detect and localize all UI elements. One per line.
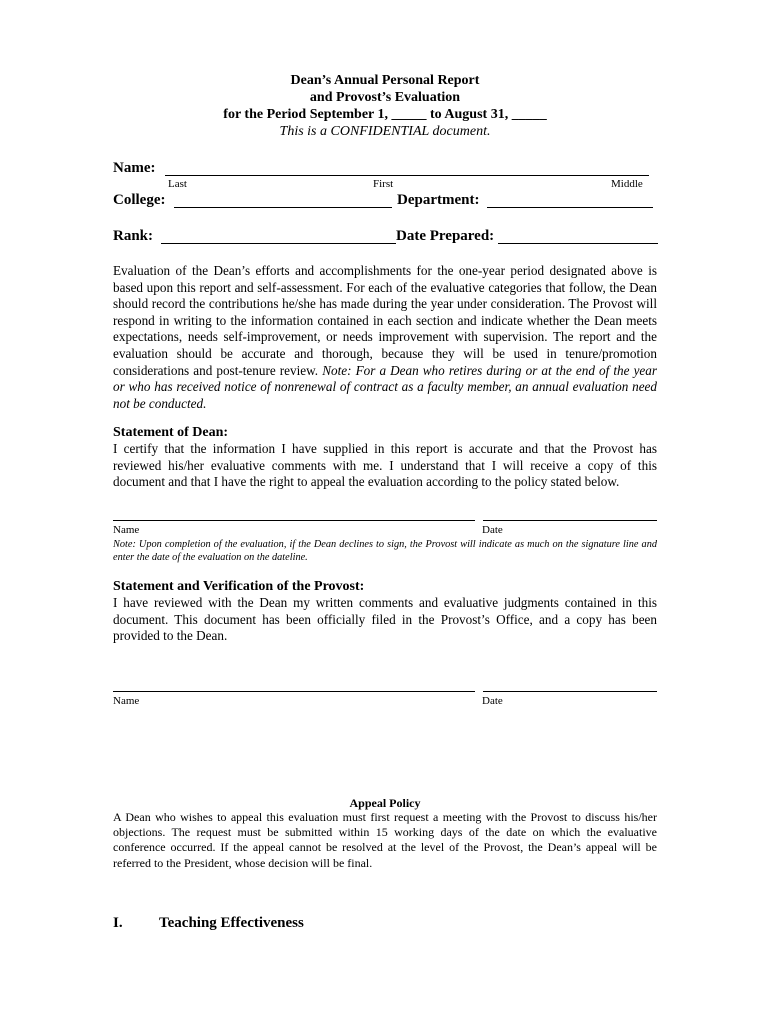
appeal-policy-heading: Appeal Policy (349, 796, 421, 810)
dean-date-caption: Date (482, 524, 503, 536)
college-label: College: (113, 192, 166, 208)
dean-signature-note: Note: Upon completion of the evaluation, if the Dean declines to sign, the Provost will indicate as much on the signature line and enter the date of the evaluation on the dateline. (113, 539, 657, 563)
department-field[interactable] (487, 207, 653, 208)
section-number: I. (113, 915, 123, 931)
name-field[interactable] (165, 175, 649, 176)
provost-date-line[interactable] (483, 691, 657, 692)
appeal-policy-text: A Dean who wishes to appeal this evaluation must first request a meeting with the Provost to discuss his/her objections. The request must be submitted within 15 working days of the date on which the evaluative conference occurred. If the appeal cannot be resolved at the level of the Provost, the Dean’s appeal will be referred to the President, whose decision will be final. (113, 810, 657, 870)
section-title: Teaching Effectiveness (159, 915, 304, 931)
provost-date-caption: Date (482, 695, 503, 707)
report-subtitle: and Provost’s Evaluation (309, 90, 461, 105)
rank-label: Rank: (113, 228, 154, 244)
dean-signature-line[interactable] (113, 520, 475, 521)
dean-date-line[interactable] (483, 520, 657, 521)
date-prepared-label: Date Prepared: (396, 228, 495, 244)
intro-text: Evaluation of the Dean’s efforts and accomplishments for the one-year period designated above is based upon this report and self-assessment. For each of the evaluative categories that follow, the Dean should record the contributions he/she has made during the year under consideration. The Provost will respond in writing to the information contained in each section and indicate whether the Dean meets expectations, needs self-improvement, or needs improvement with supervision. The report and the evaluation should be accurate and thorough, because they will be used in tenure/promotion considerations and post-tenure review. (113, 263, 657, 378)
dean-statement-heading: Statement of Dean: (113, 425, 229, 440)
last-caption: Last (168, 178, 187, 190)
name-label: Name: (113, 160, 156, 176)
department-label: Department: (397, 192, 480, 208)
provost-signature-line[interactable] (113, 691, 475, 692)
provost-statement-heading: Statement and Verification of the Provost: (113, 579, 365, 594)
college-field[interactable] (174, 207, 392, 208)
dean-name-caption: Name (113, 524, 140, 536)
provost-statement-text: I have reviewed with the Dean my written comments and evaluative judgments contained in this document. This document has been officially filed in the Provost’s Office, and a copy has been provided to the Dean. (113, 595, 657, 644)
date-prepared-field[interactable] (498, 243, 658, 244)
first-caption: First (373, 178, 394, 190)
dean-statement-text: I certify that the information I have supplied in this report is accurate and that the Provost has reviewed his/her evaluative comments with me. I understand that I will receive a copy of this document and that I have the right to appeal the evaluation according to the policy stated below. (113, 441, 657, 490)
intro-paragraph (113, 263, 657, 412)
report-title: Dean’s Annual Personal Report (290, 73, 480, 88)
confidential-notice: This is a CONFIDENTIAL document. (279, 124, 491, 139)
provost-name-caption: Name (113, 695, 140, 707)
rank-field[interactable] (161, 243, 396, 244)
intro-note: Note: For a Dean who retires during or at the end of the year or who has received notice of nonrenewal of contract as a faculty member, an annual evaluation need not be conducted. (113, 362, 658, 411)
report-period: for the Period September 1, _____ to August 31, _____ (223, 107, 547, 122)
middle-caption: Middle (611, 178, 643, 190)
